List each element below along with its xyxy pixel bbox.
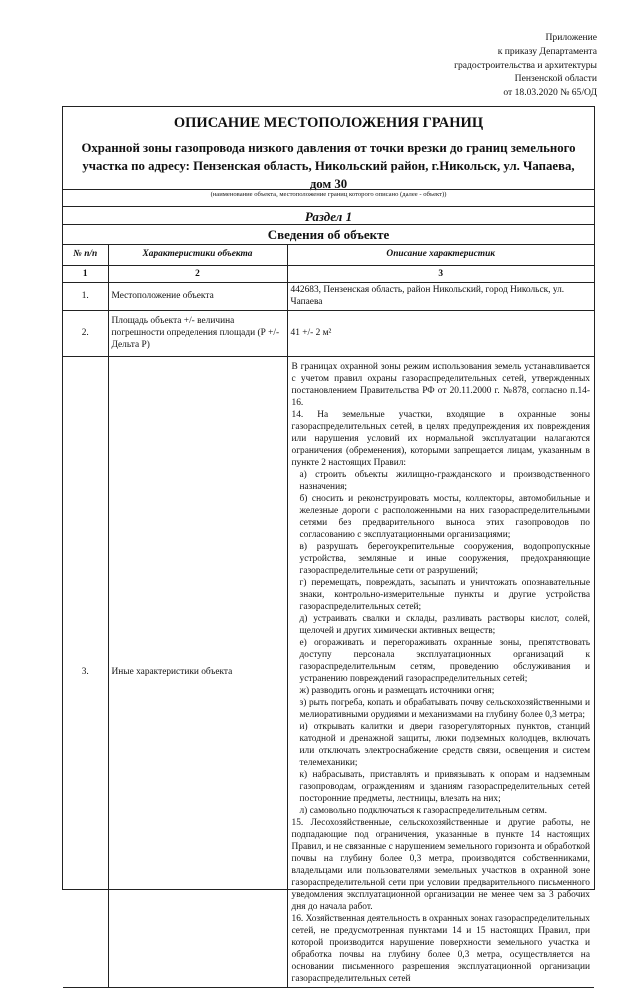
row-number: 1. xyxy=(63,282,108,310)
table-header-row xyxy=(63,244,594,265)
appendix-line-2: к приказу Департамента xyxy=(497,45,597,57)
restriction-item: е) огораживать и перегораживать охранные зоны, препятствовать доступу персонала эксплуатационных организаций к газораспределительным сетям, проведению обслуживания и устранению повреждений газораспределительных сетей; xyxy=(299,637,590,684)
restriction-paragraph: 16. Хозяйственная деятельность в охранных зонах газораспределительных сетей, не предусмотренная пунктами 14 и 15 настоящих Правил, при которой производится нарушение поверхности земельного участка и обработка почвы на глубину более 0,3 метра, осуществляется на основании письменного разрешения эксплуатационной организации газораспределительных сетей xyxy=(291,913,590,984)
document-subtitle: Охранной зоны газопровода низкого давления от точки врезки до границ земельного участка по адресу: Пензенская область, Никольский район, г.Никольск, ул. Чапаева, дом 30 xyxy=(81,141,576,191)
restriction-paragraph: 14. На земельные участки, входящие в охранные зоны газораспределительных сетей, в целях предупреждения их повреждения или нарушения условий их нормальной эксплуатации налагаются ограничения (обременения), которыми запрещается лицам, указанным в пункте 2 настоящих Правил: xyxy=(291,409,590,468)
document-frame xyxy=(62,106,595,984)
col-header-characteristic: Характеристики объекта xyxy=(108,244,287,265)
col-header-num: № п/п xyxy=(63,244,108,265)
row-characteristic: Иные характеристики объекта xyxy=(108,356,287,987)
appendix-header xyxy=(377,31,597,100)
divider xyxy=(63,224,594,225)
row-restrictions-text xyxy=(287,356,594,987)
restriction-item: в) разрушать берегоукрепительные сооружения, водопропускные устройства, земляные и иные сооружения, предохраняющие газораспределительные сети от разрушений; xyxy=(299,541,590,576)
restriction-paragraph: 15. Лесохозяйственные, сельскохозяйственные и другие работы, не подпадающие под ограничения, указанные в пункте 14 настоящих Правил, и не связанные с нарушением земельного горизонта и обработкой почвы на глубину более 0,3 метра, производятся собственниками, владельцами или пользователями земельных участков в охранной зоне газораспределительной сети при условии предварительного письменного уведомления эксплуатационной организации не менее чем за 3 рабочих дня до начала работ. xyxy=(291,817,590,912)
table-row xyxy=(63,310,594,356)
restriction-item: к) набрасывать, приставлять и привязывать к опорам и надземным газопроводам, ограждениям и зданиям газораспределительных сетей посторонние предметы, лестницы, влезать на них; xyxy=(299,769,590,804)
restriction-item: г) перемещать, повреждать, засыпать и уничтожать опознавательные знаки, контрольно-измерительные пункты и другие устройства газораспределительных сетей; xyxy=(299,577,590,612)
col-index: 1 xyxy=(63,265,108,282)
col-index: 3 xyxy=(287,265,594,282)
divider xyxy=(63,206,594,207)
restriction-item: ж) разводить огонь и размещать источники огня; xyxy=(299,685,495,696)
row-number: 3. xyxy=(63,356,108,987)
row-characteristic: Площадь объекта +/- величина погрешности определения площади (Р +/- Дельта Р) xyxy=(108,310,287,356)
object-info-table xyxy=(63,244,594,988)
restriction-item: з) рыть погреба, копать и обрабатывать почву сельскохозяйственными и мелиоративными орудиями и механизмами на глубину более 0,3 метра; xyxy=(299,697,590,720)
row-value: 41 +/- 2 м² xyxy=(287,310,594,356)
appendix-line-3: градостроительства и архитектуры xyxy=(454,59,597,71)
appendix-line-1: Приложение xyxy=(545,32,597,43)
row-number: 2. xyxy=(63,310,108,356)
section-label: Раздел 1 xyxy=(304,209,353,224)
restriction-item: б) сносить и реконструировать мосты, коллекторы, автомобильные и железные дороги с расположенными на них газораспределительными сетями без предварительного выноса этих газопроводов по согласованию с эксплуатационными организациями; xyxy=(299,493,590,540)
restriction-paragraph: В границах охранной зоны режим использования земель устанавливается с учетом правил охраны газораспределительных сетей, утвержденных постановлением Правительства РФ от 20.11.2000 г. №878, согласно п.14-16. xyxy=(291,361,590,408)
restriction-item: л) самовольно подключаться к газораспределительным сетям. xyxy=(299,805,547,816)
table-row xyxy=(63,282,594,310)
row-characteristic: Местоположение объекта xyxy=(108,282,287,310)
restriction-item: д) устраивать свалки и склады, разливать растворы кислот, солей, щелочей и других химически активных веществ; xyxy=(299,613,590,636)
document-title: ОПИСАНИЕ МЕСТОПОЛОЖЕНИЯ ГРАНИЦ xyxy=(173,115,484,131)
table-index-row xyxy=(63,265,594,282)
col-index: 2 xyxy=(108,265,287,282)
col-header-description: Описание характеристик xyxy=(287,244,594,265)
appendix-line-5: от 18.03.2020 № 65/ОД xyxy=(503,87,597,99)
note-underline xyxy=(63,189,594,190)
table-row xyxy=(63,356,594,987)
document-note: (наименование объекта, местоположение границ которого описано (далее - объект)) xyxy=(210,191,447,198)
restriction-item: и) открывать калитки и двери газорегуляторных пунктов, станций катодной и дренажной защиты, люки подземных колодцев, включать или отключать электроснабжение средств связи, освещения и систем телемеханики; xyxy=(299,721,590,768)
row-value: 442683, Пензенская область, район Никольский, город Никольск, ул. Чапаева xyxy=(287,282,594,310)
section-title: Сведения об объекте xyxy=(267,227,390,242)
restriction-item: а) строить объекты жилищно-гражданского и производственного назначения; xyxy=(299,469,590,492)
appendix-line-4: Пензенской области xyxy=(514,73,597,85)
